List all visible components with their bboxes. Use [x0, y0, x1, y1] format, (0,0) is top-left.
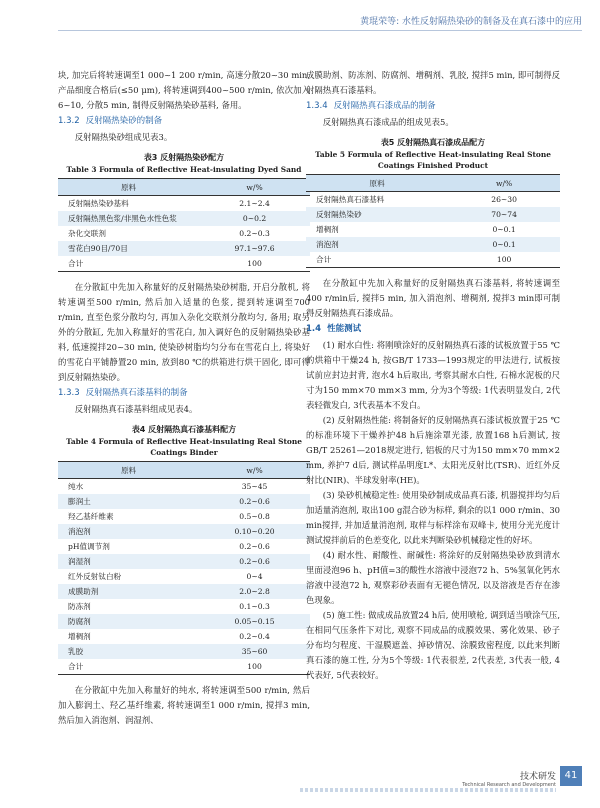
table-5: [306, 174, 560, 268]
cell-value: 26~30: [491, 195, 517, 204]
paragraph: (1) 耐水白性: 将刚喷涂好的反射隔热真石漆的试板放置于55 ℃的烘箱中干燥24 h, 按GB/T 1733—1993规定的甲法进行, 试板按试前应封边封背, 泡水4 h后取出, 考察其耐水白性, 石棉水泥板的尺寸为150 mm×70 mm×3 mm, 分为3个等级: 1代表明显发白, 2代表轻微发白, 3代表基本不发白。: [306, 340, 560, 410]
table-row: [58, 226, 310, 241]
journal-name-en: Technical Research and Development: [462, 782, 556, 788]
cell-value: 0.2~0.6: [199, 494, 310, 509]
cell-material: 增稠剂: [68, 632, 91, 641]
section-heading-1-3-2: [58, 114, 310, 129]
section-heading-1-3-4: [306, 99, 560, 114]
cell-value: 35~60: [199, 644, 310, 659]
column-header: w/%: [448, 175, 560, 192]
page-number: 41: [560, 766, 582, 786]
cell-material: 增稠剂: [316, 225, 339, 234]
cell-material: 红外反射钛白粉: [68, 572, 122, 581]
table-row: [58, 644, 310, 659]
cell-material: 乳胶: [58, 644, 199, 659]
table-3-caption-cn: 表3 反射隔热染砂配方: [143, 153, 225, 162]
column-header: 原料: [58, 179, 199, 196]
table-row: [306, 222, 560, 237]
cell-value: 2.1~2.4: [239, 199, 270, 208]
cell-value: 0~0.2: [199, 211, 310, 226]
table-row: [58, 509, 310, 524]
header-divider: [58, 30, 582, 31]
cell-material: 润湿剂: [58, 554, 199, 569]
journal-footer: [462, 769, 556, 788]
cell-material: 合计: [306, 252, 448, 268]
section-number: 1.4: [306, 324, 322, 334]
section-title: 反射隔热染砂的制备: [85, 116, 163, 126]
cell-value: 0.2~0.3: [239, 229, 270, 238]
table-row: [58, 211, 310, 226]
table-3: [58, 178, 310, 272]
cell-material: 反射隔热染砂基料: [68, 199, 129, 208]
column-header: 原料: [306, 175, 448, 192]
cell-value: 35~45: [241, 482, 268, 491]
cell-value: 0.2~0.4: [239, 632, 270, 641]
table-5-caption-cn: 表5 反射隔热真石漆成品配方: [380, 138, 486, 147]
cell-value: 100: [199, 659, 310, 675]
table-row: [58, 569, 310, 584]
table-row: [58, 659, 310, 675]
cell-material: 纯水: [68, 482, 84, 491]
table-3-caption-en: Table 3 Formula of Reflective Heat-insulating Dyed Sand: [66, 165, 302, 174]
paragraph: 在分散缸中先加入称量好的反射隔热真石漆基料, 将转速调至400 r/min后, 搅拌5 min, 加入消泡剂、增稠剂, 搅拌3 min即可制得反射隔热真石漆成品。: [306, 278, 560, 318]
cell-value: 100: [199, 256, 310, 272]
cell-material: 合计: [58, 659, 199, 675]
table-row: [58, 479, 310, 495]
paragraph: 反射隔热真石漆成品的组成见表5。: [322, 117, 454, 127]
table-row: [58, 614, 310, 629]
cell-material: 杂化交联剂: [68, 229, 106, 238]
paragraph: (2) 反射隔热性能: 将制备好的反射隔热真石漆试板放置于25 ℃的标准环境下干燥养护48 h后施涂罩光漆, 放置168 h后测试, 按GB/T 25261—2018规定进行, 铝板的尺寸为150 mm×70 mm×2 mm, 养护7 d后, 测试样品明度L*、太阳光反射比(TSR)、近红外反射比(NIR)、半球发射率(HE)。: [306, 415, 560, 485]
section-title: 反射隔热真石漆基料的制备: [85, 388, 188, 398]
cell-material: 羟乙基纤维素: [68, 512, 114, 521]
cell-value: 97.1~97.6: [199, 241, 310, 256]
cell-value: 0.05~0.15: [199, 614, 310, 629]
column-header: w/%: [199, 462, 310, 479]
table-row: [58, 599, 310, 614]
left-column: [58, 68, 310, 728]
section-title: 性能测试: [327, 324, 362, 334]
paragraph: 成膜助剂、防冻剂、防腐剂、增稠剂、乳胶, 搅拌5 min, 即可制得反射隔热真石漆基料。: [306, 70, 560, 95]
table-row: [58, 524, 310, 539]
table-row: [58, 196, 310, 212]
section-title: 反射隔热真石漆成品的制备: [333, 101, 436, 111]
paragraph: 在分散缸中先加入称量好的纯水, 将转速调至500 r/min, 然后加入膨润土、羟乙基纤维素, 将转速调至1 000 r/min, 搅拌3 min, 然后加入消泡剂、润湿剂、: [58, 685, 310, 725]
table-row: [58, 256, 310, 272]
paragraph: 在分散缸中先加入称量好的反射隔热染砂树脂, 开启分散机, 将转速调至500 r/min, 然后加入适量的色浆, 提到转速调至700 r/min, 直至色浆分散均匀, 再加入杂化交联剂分散均匀, 备用; 取另外的分散缸, 先加入称量好的雪花白, 加入调好色的反射隔热染砂基料, 低速搅拌20~30 min, 使染砂树脂均匀分布在雪花白上, 将染好的雪花白平铺静置20 min, 放到80 ℃的烘箱进行烘干固化, 即可得到反射隔热染砂。: [58, 282, 310, 382]
table-5-caption-en: Table 5 Formula of Reflective Heat-insulating Real Stone Coatings Finished Product: [315, 150, 551, 170]
cell-material: 防冻剂: [68, 602, 91, 611]
table-4-caption-cn: 表4 反射隔热真石漆基料配方: [131, 425, 237, 434]
cell-value: 0.1~0.3: [239, 602, 270, 611]
table-row: [306, 192, 560, 208]
cell-material: 雪花白90目/70目: [58, 241, 199, 256]
cell-value: 0.2~0.6: [239, 542, 270, 551]
paragraph: 块, 加完后将转速调至1 000~1 200 r/min, 高速分散20~30 min, 产品细度合格后(≤50 μm), 将转速调到400~500 r/min, 依次加入6~10, 分散5 min, 制得反射隔热染砂基料, 备用。: [58, 70, 310, 110]
table-row: [58, 584, 310, 599]
cell-material: 消泡剂: [58, 524, 199, 539]
section-heading-1-4: [306, 322, 560, 337]
cell-material: 消泡剂: [306, 237, 448, 252]
section-number: 1.3.4: [306, 101, 328, 111]
cell-material: 膨润土: [58, 494, 199, 509]
cell-value: 2.0~2.8: [199, 584, 310, 599]
paragraph: (3) 染砂机械稳定性: 使用染砂制成成品真石漆, 机器搅拌均匀后加适量消泡剂, 取出100 g混合砂为标样, 剩余的以1 000 r/min、30 min搅拌, 并加适量消泡剂, 取样与标样涂布双峰卡, 使用分光光度计测试搅拌前后的色差变化, 以此来判断染砂机械稳定性的好坏。: [306, 490, 560, 545]
table-row: [306, 237, 560, 252]
footer-stripe: [300, 788, 556, 792]
section-heading-1-3-3: [58, 386, 310, 401]
table-row: [58, 629, 310, 644]
cell-value: 0.2~0.6: [199, 554, 310, 569]
cell-value: 70~74: [448, 207, 560, 222]
cell-material: 反射隔热黑色浆/非黑色水性色浆: [58, 211, 199, 226]
table-row: [306, 207, 560, 222]
cell-material: 反射隔热真石漆基料: [316, 195, 385, 204]
cell-material: 防腐剂: [58, 614, 199, 629]
paragraph: 反射隔热染砂组成见表3。: [74, 132, 173, 142]
cell-material: 合计: [58, 256, 199, 272]
section-number: 1.3.2: [58, 116, 80, 126]
running-header: 黄琨荣等: 水性反射隔热染砂的制备及在真石漆中的应用: [360, 17, 582, 27]
paragraph: (4) 耐水性、耐酸性、耐碱性: 将涂好的反射隔热染砂放到清水里面浸泡96 h、pH值=3的酸性水溶液中浸泡72 h、5%氢氧化钙水溶液中浸泡72 h, 观察彩砂表面有无褪色情况, 以及溶液是否存在渗色现象。: [306, 550, 560, 605]
cell-value: 0.10~0.20: [199, 524, 310, 539]
cell-value: 0~0.1: [448, 237, 560, 252]
cell-value: 100: [448, 252, 560, 268]
cell-material: 反射隔热染砂: [306, 207, 448, 222]
journal-name-cn: 技术研发: [519, 772, 556, 782]
right-column: [306, 68, 560, 683]
paragraph: (5) 施工性: 做成成品放置24 h后, 使用喷枪, 调到适当喷涂气压, 在相同气压条件下对比, 观察不同成品的成膜效果、雾化效果、砂子分布均匀程度、干湿膜遮盖、掉砂情况、涂膜致密程度, 以此来判断真石漆的施工性, 分为5个等级: 1代表很差, 2代表差, 3代表一般, 4代表好, 5代表较好。: [306, 610, 560, 680]
section-number: 1.3.3: [58, 388, 80, 398]
cell-value: 0~0.1: [492, 225, 516, 234]
cell-material: 成膜助剂: [58, 584, 199, 599]
table-row: [58, 539, 310, 554]
table-4: [58, 461, 310, 675]
table-row: [58, 494, 310, 509]
cell-value: 0~4: [246, 572, 263, 581]
cell-material: pH值调节剂: [68, 542, 110, 551]
table-row: [58, 554, 310, 569]
cell-value: 0.5~0.8: [239, 512, 270, 521]
table-row: [306, 252, 560, 268]
table-row: [58, 241, 310, 256]
table-4-caption-en: Table 4 Formula of Reflective Heat-insulating Real Stone Coatings Binder: [66, 437, 302, 457]
column-header: 原料: [58, 462, 199, 479]
paragraph: 反射隔热真石漆基料组成见表4。: [74, 404, 198, 414]
column-header: w/%: [199, 179, 310, 196]
